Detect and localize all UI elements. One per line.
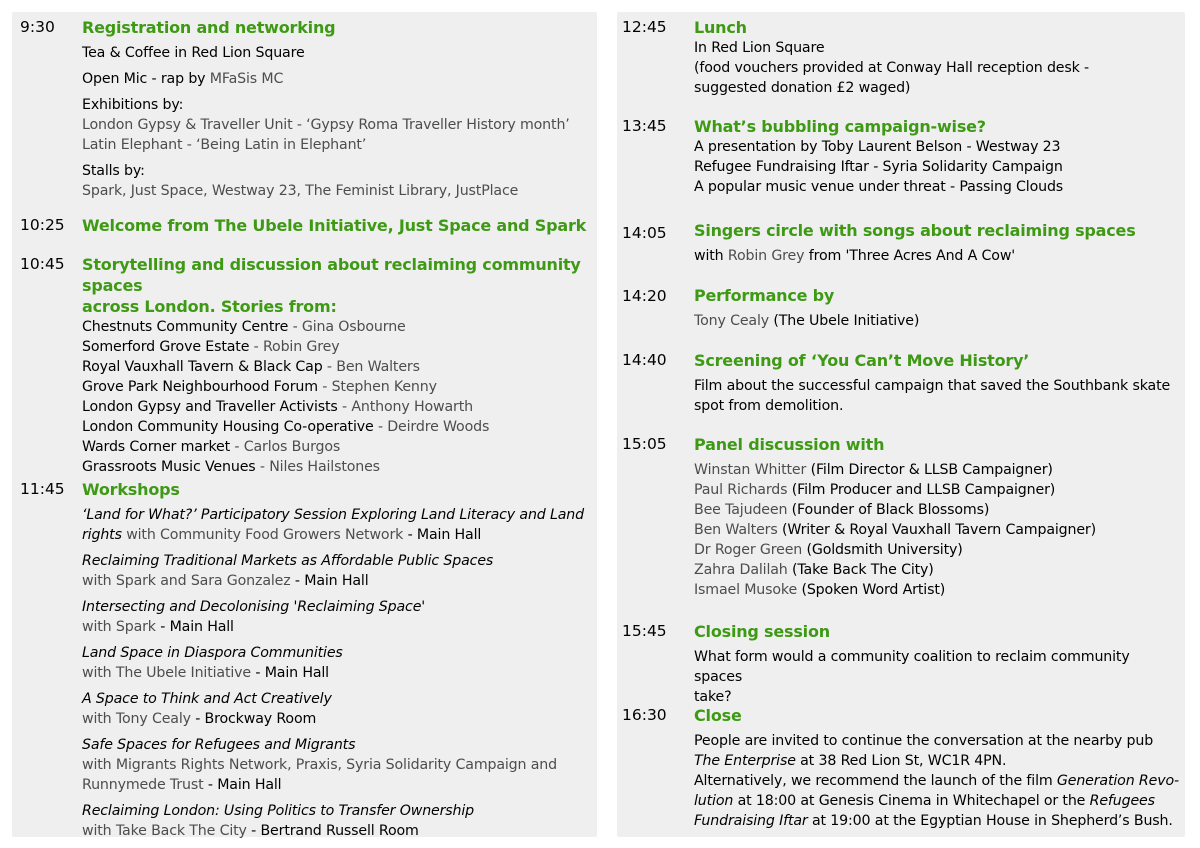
workshop-item: Safe Spaces for Refugees and Migrants with Migrants Rights Network, Praxis, Syria Solidarity Campaign and Runnymede Trust - Main Hall xyxy=(82,737,557,793)
session-title: Closing session xyxy=(694,622,830,641)
panelist: Dr Roger Green (Goldsmith University) xyxy=(694,542,963,558)
session-title: Registration and networking xyxy=(82,18,336,37)
presentation-item: A presentation by Toby Laurent Belson - Westway 23 xyxy=(694,139,1061,155)
workshop-item: Reclaiming London: Using Politics to Transfer Ownership with Take Back The City - Bertrand Russell Room xyxy=(82,803,475,839)
session-time: 10:25 xyxy=(20,216,65,234)
session-title: What’s bubbling campaign-wise? xyxy=(694,117,986,136)
performer: Tony Cealy (The Ubele Initiative) xyxy=(694,313,920,329)
session-title: Close xyxy=(694,706,742,725)
session-title: across London. Stories from: xyxy=(82,297,337,316)
session-title: Storytelling and discussion about reclaiming community spaces xyxy=(82,255,581,295)
lunch-note: suggested donation £2 waged) xyxy=(694,80,911,96)
session-time: 14:20 xyxy=(622,287,667,305)
exhibition-item: London Gypsy & Traveller Unit - ‘Gypsy Roma Traveller History month’ xyxy=(82,117,570,133)
session-time: 14:05 xyxy=(622,224,667,242)
session-time: 16:30 xyxy=(622,706,667,724)
session-title: Panel discussion with xyxy=(694,435,885,454)
workshop-item: ‘Land for What?’ Participatory Session Exploring Land Literacy and Land rights with Community Food Growers Network - Main Hall xyxy=(82,507,585,543)
panelist: Ben Walters (Writer & Royal Vauxhall Tavern Campaigner) xyxy=(694,522,1096,538)
workshop-item: Land Space in Diaspora Communities with The Ubele Initiative - Main Hall xyxy=(82,645,343,681)
close-text: Alternatively, we recommend the launch of the film Generation Revo- xyxy=(694,773,1179,789)
workshop-item: Intersecting and Decolonising 'Reclaiming Space' with Spark - Main Hall xyxy=(82,599,426,635)
lunch-location: In Red Lion Square xyxy=(694,40,825,56)
stalls-list: Spark, Just Space, Westway 23, The Feminist Library, JustPlace xyxy=(82,183,519,199)
open-mic-text: Open Mic - rap by MFaSis MC xyxy=(82,71,284,87)
session-title: Workshops xyxy=(82,480,180,499)
story-item: Somerford Grove Estate - Robin Grey xyxy=(82,339,340,355)
closing-question: What form would a community coalition to reclaim community spaces xyxy=(694,649,1130,685)
close-text: Fundraising Iftar at 19:00 at the Egyptian House in Shepherd’s Bush. xyxy=(694,813,1173,829)
story-item: Royal Vauxhall Tavern & Black Cap - Ben Walters xyxy=(82,359,420,375)
panelist: Winstan Whitter (Film Director & LLSB Campaigner) xyxy=(694,462,1053,478)
presentation-item: Refugee Fundraising Iftar - Syria Solidarity Campaign xyxy=(694,159,1063,175)
screening-description: Film about the successful campaign that saved the Southbank skate xyxy=(694,378,1171,394)
session-time: 11:45 xyxy=(20,480,65,498)
presentation-item: A popular music venue under threat - Passing Clouds xyxy=(694,179,1064,195)
right-schedule-panel xyxy=(617,12,1185,837)
lunch-note: (food vouchers provided at Conway Hall reception desk - xyxy=(694,60,1090,76)
singers-detail: with Robin Grey from 'Three Acres And A Cow' xyxy=(694,248,1016,264)
exhibitions-heading: Exhibitions by: xyxy=(82,97,184,113)
left-schedule-panel xyxy=(12,12,597,837)
close-text: The Enterprise at 38 Red Lion St, WC1R 4PN. xyxy=(694,753,1007,769)
panelist: Paul Richards (Film Producer and LLSB Campaigner) xyxy=(694,482,1056,498)
panelist: Zahra Dalilah (Take Back The City) xyxy=(694,562,934,578)
closing-question: take? xyxy=(694,689,732,705)
stalls-heading: Stalls by: xyxy=(82,163,145,179)
session-title: Lunch xyxy=(694,18,747,37)
exhibition-item: Latin Elephant - ‘Being Latin in Elephant’ xyxy=(82,137,367,153)
panelist: Ismael Musoke (Spoken Word Artist) xyxy=(694,582,946,598)
close-text: People are invited to continue the conversation at the nearby pub xyxy=(694,733,1154,749)
close-text: lution at 18:00 at Genesis Cinema in Whitechapel or the Refugees xyxy=(694,793,1155,809)
session-title: Performance by xyxy=(694,286,835,305)
story-item: London Community Housing Co-operative - Deirdre Woods xyxy=(82,419,490,435)
story-item: Wards Corner market - Carlos Burgos xyxy=(82,439,341,455)
session-time: 9:30 xyxy=(20,18,55,36)
story-item: Grassroots Music Venues - Niles Hailstones xyxy=(82,459,380,475)
workshop-item: A Space to Think and Act Creatively with Tony Cealy - Brockway Room xyxy=(82,691,332,727)
session-time: 15:45 xyxy=(622,622,667,640)
session-time: 10:45 xyxy=(20,255,65,273)
story-item: London Gypsy and Traveller Activists - Anthony Howarth xyxy=(82,399,473,415)
panelist: Bee Tajudeen (Founder of Black Blossoms) xyxy=(694,502,990,518)
session-time: 12:45 xyxy=(622,18,667,36)
session-time: 15:05 xyxy=(622,435,667,453)
workshop-item: Reclaiming Traditional Markets as Affordable Public Spaces with Spark and Sara Gonzalez - Main Hall xyxy=(82,553,494,589)
session-title: Welcome from The Ubele Initiative, Just Space and Spark xyxy=(82,216,587,235)
story-item: Chestnuts Community Centre - Gina Osbourne xyxy=(82,319,406,335)
session-title: Singers circle with songs about reclaiming spaces xyxy=(694,221,1136,240)
screening-description: spot from demolition. xyxy=(694,398,844,414)
story-item: Grove Park Neighbourhood Forum - Stephen Kenny xyxy=(82,379,437,395)
session-time: 14:40 xyxy=(622,351,667,369)
tea-coffee-text: Tea & Coffee in Red Lion Square xyxy=(82,45,305,61)
session-time: 13:45 xyxy=(622,117,667,135)
session-title: Screening of ‘You Can’t Move History’ xyxy=(694,351,1030,370)
